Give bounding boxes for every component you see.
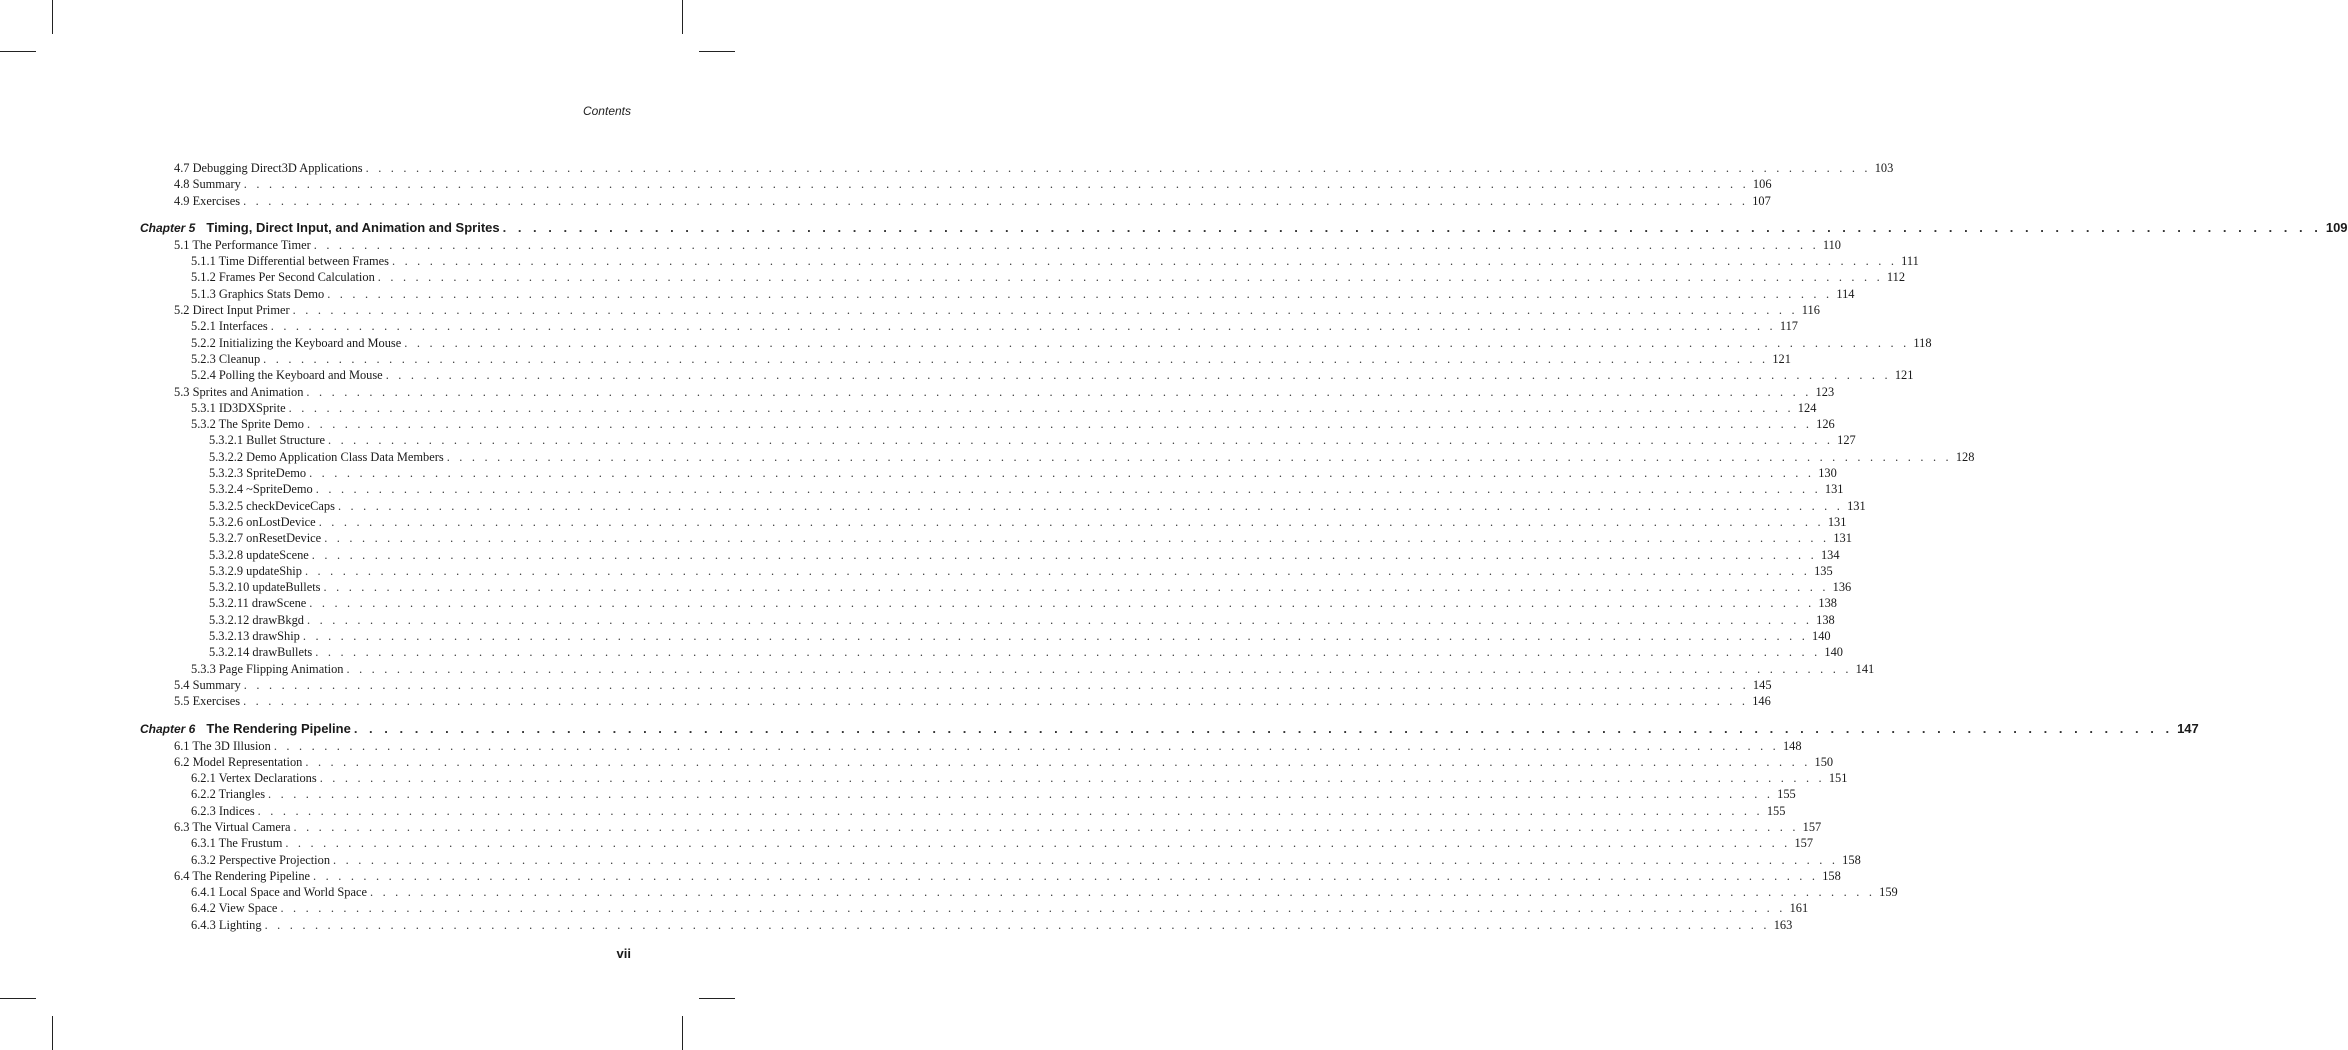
toc-entry-title: 5.3.1 ID3DXSprite [191, 400, 286, 415]
dot-leader: . . . . . . . . . . . . . . . . . . . . . . . . . . . . . . . . . . . . . . . . . . . . . . . . . . . . . . . . . . . . . . . . . . . . . . . . . . . . . . . . . . . . . . . . . . . . . . . . . . . . . . . . . . . . . . . . . . . . . . . . [319, 771, 1825, 786]
toc-entry-row [140, 367, 1914, 383]
dot-leader: . . . . . . . . . . . . . . . . . . . . . . . . . . . . . . . . . . . . . . . . . . . . . . . . . . . . . . . . . . . . . . . . . . . . . . . . . . . . . . . . . . . . . . . . . . . . . . . . . . . . . . . . . . . . . . . . . . . . . . . . [311, 547, 1817, 562]
toc-page-number: 145 [1752, 677, 1772, 692]
toc-page-number: 123 [1815, 384, 1835, 399]
chapter-title: Timing, Direct Input, and Animation and Sprites [206, 219, 500, 235]
toc-entry-title: 4.8 Summary [174, 177, 241, 192]
toc-page-number: 130 [1818, 466, 1837, 481]
toc-entry-title [140, 219, 500, 237]
toc-page-number: 158 [1822, 868, 1841, 883]
toc-entry-title: 5.1 The Performance Timer [174, 237, 311, 252]
crop-mark [682, 1016, 683, 1050]
toc-entry-title: 5.3.2.5 checkDeviceCaps [209, 498, 335, 513]
toc-entry-title: 6.2.3 Indices [191, 803, 255, 818]
toc-entry-row [140, 884, 1898, 900]
dot-leader: . . . . . . . . . . . . . . . . . . . . . . . . . . . . . . . . . . . . . . . . . . . . . . . . . . . . . . . . . . . . . . . . . . . . . . . . . . . . . . . . . . . . . . . . . . . . . . . . . . . . . . . . . . . . . . . . . . . . . . . . [302, 629, 1809, 644]
toc-entry-row [140, 176, 1772, 192]
toc-page-number: 146 [1752, 694, 1771, 709]
toc-entry-row [140, 351, 1791, 367]
toc-entry-row [140, 302, 1820, 318]
toc-entry-row [140, 269, 1906, 285]
toc-entry-title: 5.3.2.6 onLostDevice [209, 514, 316, 529]
crop-mark [699, 998, 735, 999]
dot-leader: . . . . . . . . . . . . . . . . . . . . . . . . . . . . . . . . . . . . . . . . . . . . . . . . . . . . . . . . . . . . . . . . . . . . . . . . . . . . . . . . . . . . . . . . . . . . . . . . . . . . . . . . . . . . . . . . . . . . . . . . [309, 466, 1815, 481]
page-number: vii [616, 946, 631, 961]
toc-entry-title [140, 720, 351, 738]
dot-leader: . . . . . . . . . . . . . . . . . . . . . . . . . . . . . . . . . . . . . . . . . . . . . . . . . . . . . . . . . . . . . . . . . . . . . . . . . . . . . . . . . . . . . . . . . . . . . . . . . . . . . . . . . . . . . . . . . . . . . . . . [377, 270, 1883, 285]
toc-entry-title: 6.2 Model Representation [174, 754, 303, 769]
dot-leader: . . . . . . . . . . . . . . . . . . . . . . . . . . . . . . . . . . . . . . . . . . . . . . . . . . . . . . . . . . . . . . . . . . . . . . . . . . . . . . . . . . . . . . . . . . . . . . . . . . . . . . . . . . . . . . . . . . . . . . . . [369, 885, 1876, 900]
toc-entry-row [140, 693, 1771, 709]
toc-page-number: 114 [1836, 286, 1855, 301]
toc-entry-row [140, 644, 1843, 660]
toc-page-number: 127 [1837, 433, 1856, 448]
toc-entry-title: 4.7 Debugging Direct3D Applications [174, 161, 363, 175]
toc-entry-title: 6.4.1 Local Space and World Space [191, 885, 367, 900]
toc-entry-title: 5.1.1 Time Differential between Frames [191, 254, 389, 269]
dot-leader: . . . . . . . . . . . . . . . . . . . . . . . . . . . . . . . . . . . . . . . . . . . . . . . . . . . . . . . . . . . . . . . . . . . . . . . . . . . . . . . . . . . . . . . . . . . . . . . . . . . . . . . . . . . . . . . . . . . . . . . . [324, 531, 1830, 546]
toc-entry-title: 4.9 Exercises [174, 193, 241, 208]
toc-entry-row [140, 547, 1840, 563]
running-header: Contents [582, 104, 631, 118]
crop-mark [699, 51, 735, 52]
crop-mark [52, 0, 53, 34]
toc-entry-row [140, 819, 1822, 835]
dot-leader: . . . . . . . . . . . . . . . . . . . . . . . . . . . . . . . . . . . . . . . . . . . . . . . . . . . . . . . . . . . . . . . . . . . . . . . . . . . . . . . . . . . . . . . . . . . . . . . . . . . . . . . . . . . . . . . . . . . . . . . . [313, 237, 1819, 252]
toc-page-number: 131 [1824, 482, 1844, 497]
crop-mark [52, 1016, 53, 1050]
toc-entry-title: 5.4 Summary [174, 677, 241, 692]
toc-entry-row [140, 803, 1786, 819]
toc-entry-title: 5.3.2.12 drawBkgd [209, 612, 304, 627]
toc-entry-row [140, 432, 1856, 448]
toc-page-number: 121 [1894, 368, 1914, 383]
toc-entry-title: 5.3.2.7 onResetDevice [209, 531, 322, 546]
dot-leader: . . . . . . . . . . . . . . . . . . . . . . . . . . . . . . . . . . . . . . . . . . . . . . . . . . . . . . . . . . . . . . . . . . . . . . . . . . . . . . . . . . . . . . . . . . . . . . . . . . . . . . . . . . . . . . . . . . . . . . . . [446, 449, 1952, 464]
dot-leader: . . . . . . . . . . . . . . . . . . . . . . . . . . . . . . . . . . . . . . . . . . . . . . . . . . . . . . . . . . . . . . . . . . . . . . . . . . . . . . . . . . . . . . . . . . . . . . . . . . . . . . . . . . . . . . . . . . . . . . . . [318, 514, 1824, 529]
dot-leader: . . . . . . . . . . . . . . . . . . . . . . . . . . . . . . . . . . . . . . . . . . . . . . . . . . . . . . . . . . . . . . . . . . . . . . . . . . . . . . . . . . . . . . . . . . . . . . . . . . . . . . . . . . . . . . . . . . . . . . . . [243, 677, 1749, 692]
toc-entry-row [140, 754, 1834, 770]
dot-leader: . . . . . . . . . . . . . . . . . . . . . . . . . . . . . . . . . . . . . . . . . . . . . . . . . . . . . . . . . . . . . . . . . . . . . . . . . . . . . . . . . . . . . . . . . . . . . . . . . . . . . . . . . . . . . . . . . . . . . . . . [404, 335, 1910, 350]
toc-page-number: 103 [1874, 161, 1894, 175]
toc-page-number: 118 [1913, 335, 1932, 350]
toc-entry-title: 5.2 Direct Input Primer [174, 303, 290, 318]
toc-entry-title: 5.3.2.4 ~SpriteDemo [209, 482, 313, 497]
dot-leader: . . . . . . . . . . . . . . . . . . . . . . . . . . . . . . . . . . . . . . . . . . . . . . . . . . . . . . . . . . . . . . . . . . . . . . . . . . . . . . . . . . . . . . . . . . . . . . . . . . . . . . . . . . . . . . . . . . . . . . . . [288, 400, 1794, 415]
toc-entry-title: 6.2.2 Triangles [191, 787, 266, 802]
dot-leader: . . . . . . . . . . . . . . . . . . . . . . . . . . . . . . . . . . . . . . . . . . . . . . . . . . . . . . . . . . . . . . . . . . . . . . . . . . . . . . . . . . . . . . . . . . . . . . . . . . . . . . . . . . . . . . . . . . . . . . . . [292, 303, 1798, 318]
toc-entry-row [140, 237, 1842, 253]
toc-entry-row [140, 852, 1861, 868]
toc-entry-title: 5.3 Sprites and Animation [174, 384, 304, 399]
toc-page-number: 141 [1855, 661, 1875, 676]
dot-leader: . . . . . . . . . . . . . . . . . . . . . . . . . . . . . . . . . . . . . . . . . . . . . . . . . . . . . . . . . . . . . . . . . . . . . . . . . . . . . . . . . . . . . . . . . . . . . . . . . . . . . . . . . . . . . . . . . . . . . . . . [307, 612, 1813, 627]
dot-leader: . . . . . . . . . . . . . . . . . . . . . . . . . . . . . . . . . . . . . . . . . . . . . . . . . . . . . . . . . . . . . . . . . . . . . . . . . . . . . . . . . . . . . . . . . . . . . . . . . . . . . . . . . . . . . . . . . . . . . . . . [280, 901, 1786, 916]
toc-entry-title: 5.3.2.1 Bullet Structure [209, 433, 325, 448]
dot-leader: . . . . . . . . . . . . . . . . . . . . . . . . . . . . . . . . . . . . . . . . . . . . . . . . . . . . . . . . . . . . . . . . . . . . . . . . . . . . . . . . . . . . . . . . . . . . . . . . . . . . . . . . . . . . . . . . . . . . . . . . [285, 836, 1791, 851]
toc-entry-title: 6.2.1 Vertex Declarations [191, 771, 317, 786]
toc-entry-title: 5.3.2.3 SpriteDemo [209, 466, 307, 481]
toc-page-number: 109 [2325, 219, 2348, 235]
toc-entry-row [140, 318, 1798, 334]
toc-entry-title: 5.3.2.14 drawBullets [209, 645, 313, 660]
dot-leader: . . . . . . . . . . . . . . . . . . . . . . . . . . . . . . . . . . . . . . . . . . . . . . . . . . . . . . . . . . . . . . . . . . . . . . . . . . . . . . . . . . . . . . . . . . . . . . . . . . . . . . . . . . . . . . . . . . . . . . . . [243, 177, 1749, 192]
crop-mark [682, 0, 683, 34]
toc-page-number: 111 [1901, 254, 1919, 269]
toc-page-number: 135 [1814, 563, 1833, 578]
toc-entry-title: 6.3 The Virtual Camera [174, 819, 291, 834]
toc-page-number: 138 [1816, 612, 1835, 627]
toc-entry-title: 6.1 The 3D Illusion [174, 738, 271, 753]
dot-leader: . . . . . . . . . . . . . . . . . . . . . . . . . . . . . . . . . . . . . . . . . . . . . . . . . . . . . . . . . . . . . . . . . . . . . . . . . . . . . . . . . . . . . . . . . . . . . . . . . . . . . . . . . . . . . . . . . . . . . . . . [337, 498, 1844, 513]
toc-page-number: 157 [1802, 819, 1822, 834]
toc-page-number: 163 [1773, 917, 1793, 932]
toc-entry-row [140, 917, 1793, 933]
toc-page-number: 150 [1814, 754, 1834, 769]
toc-page-number: 151 [1828, 771, 1848, 786]
toc-entry-title: 5.2.4 Polling the Keyboard and Mouse [191, 368, 383, 383]
toc-chapter-row [140, 720, 2199, 737]
dot-leader: . . . . . . . . . . . . . . . . . . . . . . . . . . . . . . . . . . . . . . . . . . . . . . . . . . . . . . . . . . . . . . . . . . . . . . . . . . . . . . . . . . . . . . . . . . . . . . . . . . . . . . . . . . . . . . . . . . . . . . . . [385, 368, 1891, 383]
toc-page-number: 121 [1772, 351, 1791, 366]
dot-leader: . . . . . . . . . . . . . . . . . . . . . . . . . . . . . . . . . . . . . . . . . . . . . . . . . . . . . . . . . . . . . . . . . . . . . . . . . . . . . . . . . . . . . . . . . . . . . . . . . . . . . . . . . . . . . . . . . . . . . . . . [306, 384, 1812, 399]
toc-entry-row [140, 563, 1833, 579]
dot-leader: . . . . . . . . . . . . . . . . . . . . . . . . . . . . . . . . . . . . . . . . . . . . . . . . . . . . . . . . . . . . . . . . . . . . . . . . . . . . . . . . . . . . . . . . . . . . . . . . . . . . . . . . . . . . . . . . . . . . . . . . [391, 254, 1898, 269]
toc-entry-row [140, 384, 1835, 400]
toc-page-number: 155 [1777, 787, 1796, 802]
toc-entry-row [140, 498, 1866, 514]
chapter-label: Chapter 5 [140, 220, 196, 235]
toc-page-number: 140 [1812, 629, 1831, 644]
dot-leader: . . . . . . . . . . . . . . . . . . . . . . . . . . . . . . . . . . . . . . . . . . . . . . . . . . . . . . . . . . . . . . . . . . . . . . . . . . . . . . . . . . . . . . . . . . . . . . . . . . . . . . . . . . . . . . . . . . . . . . . . [365, 161, 1871, 175]
toc-page-number: 126 [1816, 417, 1835, 432]
toc-entry-row [140, 416, 1835, 432]
toc-page-number: 117 [1779, 319, 1798, 334]
toc-entry-row [140, 335, 1932, 351]
dot-leader: . . . . . . . . . . . . . . . . . . . . . . . . . . . . . . . . . . . . . . . . . . . . . . . . . . . . . . . . . . . . . . . . . . . . . . . . . . . . . . . . . . . . . . . . . . . . . . . . . . . . . . . . . . . . . . . . . . . . . . . . [353, 720, 2174, 736]
dot-leader: . . . . . . . . . . . . . . . . . . . . . . . . . . . . . . . . . . . . . . . . . . . . . . . . . . . . . . . . . . . . . . . . . . . . . . . . . . . . . . . . . . . . . . . . . . . . . . . . . . . . . . . . . . . . . . . . . . . . . . . . [263, 351, 1769, 366]
dot-leader: . . . . . . . . . . . . . . . . . . . . . . . . . . . . . . . . . . . . . . . . . . . . . . . . . . . . . . . . . . . . . . . . . . . . . . . . . . . . . . . . . . . . . . . . . . . . . . . . . . . . . . . . . . . . . . . . . . . . . . . . [346, 661, 1852, 676]
table-of-contents [140, 160, 2348, 933]
toc-entry-title: 6.4.2 View Space [191, 901, 278, 916]
toc-entry-title: 5.3.2 The Sprite Demo [191, 417, 304, 432]
dot-leader: . . . . . . . . . . . . . . . . . . . . . . . . . . . . . . . . . . . . . . . . . . . . . . . . . . . . . . . . . . . . . . . . . . . . . . . . . . . . . . . . . . . . . . . . . . . . . . . . . . . . . . . . . . . . . . . . . . . . . . . . [323, 580, 1829, 595]
toc-page-number: 110 [1822, 237, 1842, 252]
chapter-title: The Rendering Pipeline [206, 720, 351, 736]
toc-entry-row [140, 530, 1852, 546]
dot-leader: . . . . . . . . . . . . . . . . . . . . . . . . . . . . . . . . . . . . . . . . . . . . . . . . . . . . . . . . . . . . . . . . . . . . . . . . . . . . . . . . . . . . . . . . . . . . . . . . . . . . . . . . . . . . . . . . . . . . . . . . [309, 596, 1815, 611]
toc-page-number: 107 [1752, 193, 1771, 208]
crop-mark [0, 51, 36, 52]
dot-leader: . . . . . . . . . . . . . . . . . . . . . . . . . . . . . . . . . . . . . . . . . . . . . . . . . . . . . . . . . . . . . . . . . . . . . . . . . . . . . . . . . . . . . . . . . . . . . . . . . . . . . . . . . . . . . . . . . . . . . . . . [315, 482, 1821, 497]
toc-entry-row [140, 677, 1772, 693]
toc-entry-title: 5.3.3 Page Flipping Animation [191, 661, 344, 676]
dot-leader: . . . . . . . . . . . . . . . . . . . . . . . . . . . . . . . . . . . . . . . . . . . . . . . . . . . . . . . . . . . . . . . . . . . . . . . . . . . . . . . . . . . . . . . . . . . . . . . . . . . . . . . . . . . . . . . . . . . . . . . . [333, 852, 1839, 867]
toc-entry-row [140, 193, 1771, 209]
toc-entry-title: 5.3.2.9 updateShip [209, 563, 302, 578]
toc-entry-row [140, 900, 1809, 916]
dot-leader: . . . . . . . . . . . . . . . . . . . . . . . . . . . . . . . . . . . . . . . . . . . . . . . . . . . . . . . . . . . . . . . . . . . . . . . . . . . . . . . . . . . . . . . . . . . . . . . . . . . . . . . . . . . . . . . . . . . . . . . . [304, 563, 1811, 578]
crop-mark [0, 998, 36, 999]
toc-page-number: 138 [1818, 596, 1837, 611]
toc-entry-title: 6.4.3 Lighting [191, 917, 262, 932]
toc-page-number: 128 [1955, 449, 1975, 464]
toc-entry-row [140, 628, 1831, 644]
toc-page-number: 136 [1832, 580, 1852, 595]
toc-entry-title: 5.1.3 Graphics Stats Demo [191, 286, 325, 301]
toc-entry-row [140, 579, 1852, 595]
dot-leader: . . . . . . . . . . . . . . . . . . . . . . . . . . . . . . . . . . . . . . . . . . . . . . . . . . . . . . . . . . . . . . . . . . . . . . . . . . . . . . . . . . . . . . . . . . . . . . . . . . . . . . . . . . . . . . . . . . . . . . . . [243, 694, 1749, 709]
toc-entry-row [140, 514, 1847, 530]
dot-leader: . . . . . . . . . . . . . . . . . . . . . . . . . . . . . . . . . . . . . . . . . . . . . . . . . . . . . . . . . . . . . . . . . . . . . . . . . . . . . . . . . . . . . . . . . . . . . . . . . . . . . . . . . . . . . . . . . . . . . . . . [293, 819, 1799, 834]
dot-leader: . . . . . . . . . . . . . . . . . . . . . . . . . . . . . . . . . . . . . . . . . . . . . . . . . . . . . . . . . . . . . . . . . . . . . . . . . . . . . . . . . . . . . . . . . . . . . . . . . . . . . . . . . . . . . . . . . . . . . . . . [327, 286, 1833, 301]
toc-entry-row [140, 786, 1796, 802]
toc-entry-row [140, 835, 1814, 851]
dot-leader: . . . . . . . . . . . . . . . . . . . . . . . . . . . . . . . . . . . . . . . . . . . . . . . . . . . . . . . . . . . . . . . . . . . . . . . . . . . . . . . . . . . . . . . . . . . . . . . . . . . . . . . . . . . . . . . . . . . . . . . . [270, 319, 1776, 334]
toc-entry-title: 5.1.2 Frames Per Second Calculation [191, 270, 375, 285]
toc-entry-row [140, 661, 1875, 677]
toc-page-number: 155 [1766, 803, 1786, 818]
toc-entry-title: 5.3.2.11 drawScene [209, 596, 307, 611]
toc-chapter-row [140, 219, 2348, 236]
toc-entry-title: 6.4 The Rendering Pipeline [174, 868, 311, 883]
toc-page-number: 116 [1801, 303, 1820, 318]
toc-entry-row [140, 738, 1802, 754]
dot-leader: . . . . . . . . . . . . . . . . . . . . . . . . . . . . . . . . . . . . . . . . . . . . . . . . . . . . . . . . . . . . . . . . . . . . . . . . . . . . . . . . . . . . . . . . . . . . . . . . . . . . . . . . . . . . . . . . . . . . . . . . [243, 193, 1749, 208]
dot-leader: . . . . . . . . . . . . . . . . . . . . . . . . . . . . . . . . . . . . . . . . . . . . . . . . . . . . . . . . . . . . . . . . . . . . . . . . . . . . . . . . . . . . . . . . . . . . . . . . . . . . . . . . . . . . . . . . . . . . . . . . [264, 917, 1770, 932]
toc-entry-row [140, 612, 1835, 628]
toc-entry-title: 5.2.1 Interfaces [191, 319, 268, 334]
dot-leader: . . . . . . . . . . . . . . . . . . . . . . . . . . . . . . . . . . . . . . . . . . . . . . . . . . . . . . . . . . . . . . . . . . . . . . . . . . . . . . . . . . . . . . . . . . . . . . . . . . . . . . . . . . . . . . . . . . . . . . . . [257, 803, 1763, 818]
dot-leader: . . . . . . . . . . . . . . . . . . . . . . . . . . . . . . . . . . . . . . . . . . . . . . . . . . . . . . . . . . . . . . . . . . . . . . . . . . . . . . . . . . . . . . . . . . . . . . . . . . . . . . . . . . . . . . . . . . . . . . . . [268, 787, 1774, 802]
dot-leader: . . . . . . . . . . . . . . . . . . . . . . . . . . . . . . . . . . . . . . . . . . . . . . . . . . . . . . . . . . . . . . . . . . . . . . . . . . . . . . . . . . . . . . . . . . . . . . . . . . . . . . . . . . . . . . . . . . . . . . . . [502, 219, 2322, 235]
dot-leader: . . . . . . . . . . . . . . . . . . . . . . . . . . . . . . . . . . . . . . . . . . . . . . . . . . . . . . . . . . . . . . . . . . . . . . . . . . . . . . . . . . . . . . . . . . . . . . . . . . . . . . . . . . . . . . . . . . . . . . . . [273, 738, 1779, 753]
toc-page-number: 158 [1842, 852, 1861, 867]
toc-entry-row [140, 286, 1855, 302]
toc-page-number: 131 [1847, 498, 1866, 513]
toc-page-number: 159 [1879, 885, 1898, 900]
toc-entry-row [140, 770, 1848, 786]
toc-entry-row [140, 253, 1919, 269]
toc-entry-title: 5.2.2 Initializing the Keyboard and Mouse [191, 335, 402, 350]
toc-entry-title: 6.3.1 The Frustum [191, 836, 283, 851]
toc-page-number: 124 [1797, 400, 1817, 415]
chapter-label: Chapter 6 [140, 721, 196, 736]
toc-page-number: 148 [1782, 738, 1802, 753]
toc-page-number: 134 [1820, 547, 1840, 562]
toc-entry-title: 5.3.2.10 updateBullets [209, 580, 321, 595]
toc-page-number: 131 [1833, 531, 1852, 546]
toc-entry-title: 5.5 Exercises [174, 694, 241, 709]
toc-entry-row [140, 868, 1841, 884]
dot-leader: . . . . . . . . . . . . . . . . . . . . . . . . . . . . . . . . . . . . . . . . . . . . . . . . . . . . . . . . . . . . . . . . . . . . . . . . . . . . . . . . . . . . . . . . . . . . . . . . . . . . . . . . . . . . . . . . . . . . . . . . [315, 645, 1821, 660]
toc-page-number: 140 [1824, 645, 1843, 660]
toc-page-number: 106 [1752, 177, 1772, 192]
toc-entry-row [140, 449, 1975, 465]
toc-entry-row [140, 160, 1894, 176]
dot-leader: . . . . . . . . . . . . . . . . . . . . . . . . . . . . . . . . . . . . . . . . . . . . . . . . . . . . . . . . . . . . . . . . . . . . . . . . . . . . . . . . . . . . . . . . . . . . . . . . . . . . . . . . . . . . . . . . . . . . . . . . [313, 868, 1819, 883]
dot-leader: . . . . . . . . . . . . . . . . . . . . . . . . . . . . . . . . . . . . . . . . . . . . . . . . . . . . . . . . . . . . . . . . . . . . . . . . . . . . . . . . . . . . . . . . . . . . . . . . . . . . . . . . . . . . . . . . . . . . . . . . [305, 754, 1811, 769]
toc-entry-title: 6.3.2 Perspective Projection [191, 852, 331, 867]
toc-page-number: 131 [1827, 514, 1847, 529]
toc-entry-title: 5.2.3 Cleanup [191, 351, 261, 366]
toc-entry-title: 5.3.2.2 Demo Application Class Data Members [209, 449, 444, 464]
toc-entry-row [140, 481, 1844, 497]
toc-page-number: 112 [1886, 270, 1906, 285]
toc-page-number: 157 [1794, 836, 1814, 851]
toc-entry-row [140, 465, 1837, 481]
dot-leader: . . . . . . . . . . . . . . . . . . . . . . . . . . . . . . . . . . . . . . . . . . . . . . . . . . . . . . . . . . . . . . . . . . . . . . . . . . . . . . . . . . . . . . . . . . . . . . . . . . . . . . . . . . . . . . . . . . . . . . . . [307, 417, 1813, 432]
toc-entry-title: 5.3.2.13 drawShip [209, 629, 300, 644]
dot-leader: . . . . . . . . . . . . . . . . . . . . . . . . . . . . . . . . . . . . . . . . . . . . . . . . . . . . . . . . . . . . . . . . . . . . . . . . . . . . . . . . . . . . . . . . . . . . . . . . . . . . . . . . . . . . . . . . . . . . . . . . [327, 433, 1834, 448]
toc-page-number: 161 [1789, 901, 1809, 916]
toc-page-number: 147 [2177, 720, 2199, 736]
toc-entry-row [140, 595, 1837, 611]
toc-entry-row [140, 400, 1817, 416]
toc-entry-title: 5.3.2.8 updateScene [209, 547, 309, 562]
